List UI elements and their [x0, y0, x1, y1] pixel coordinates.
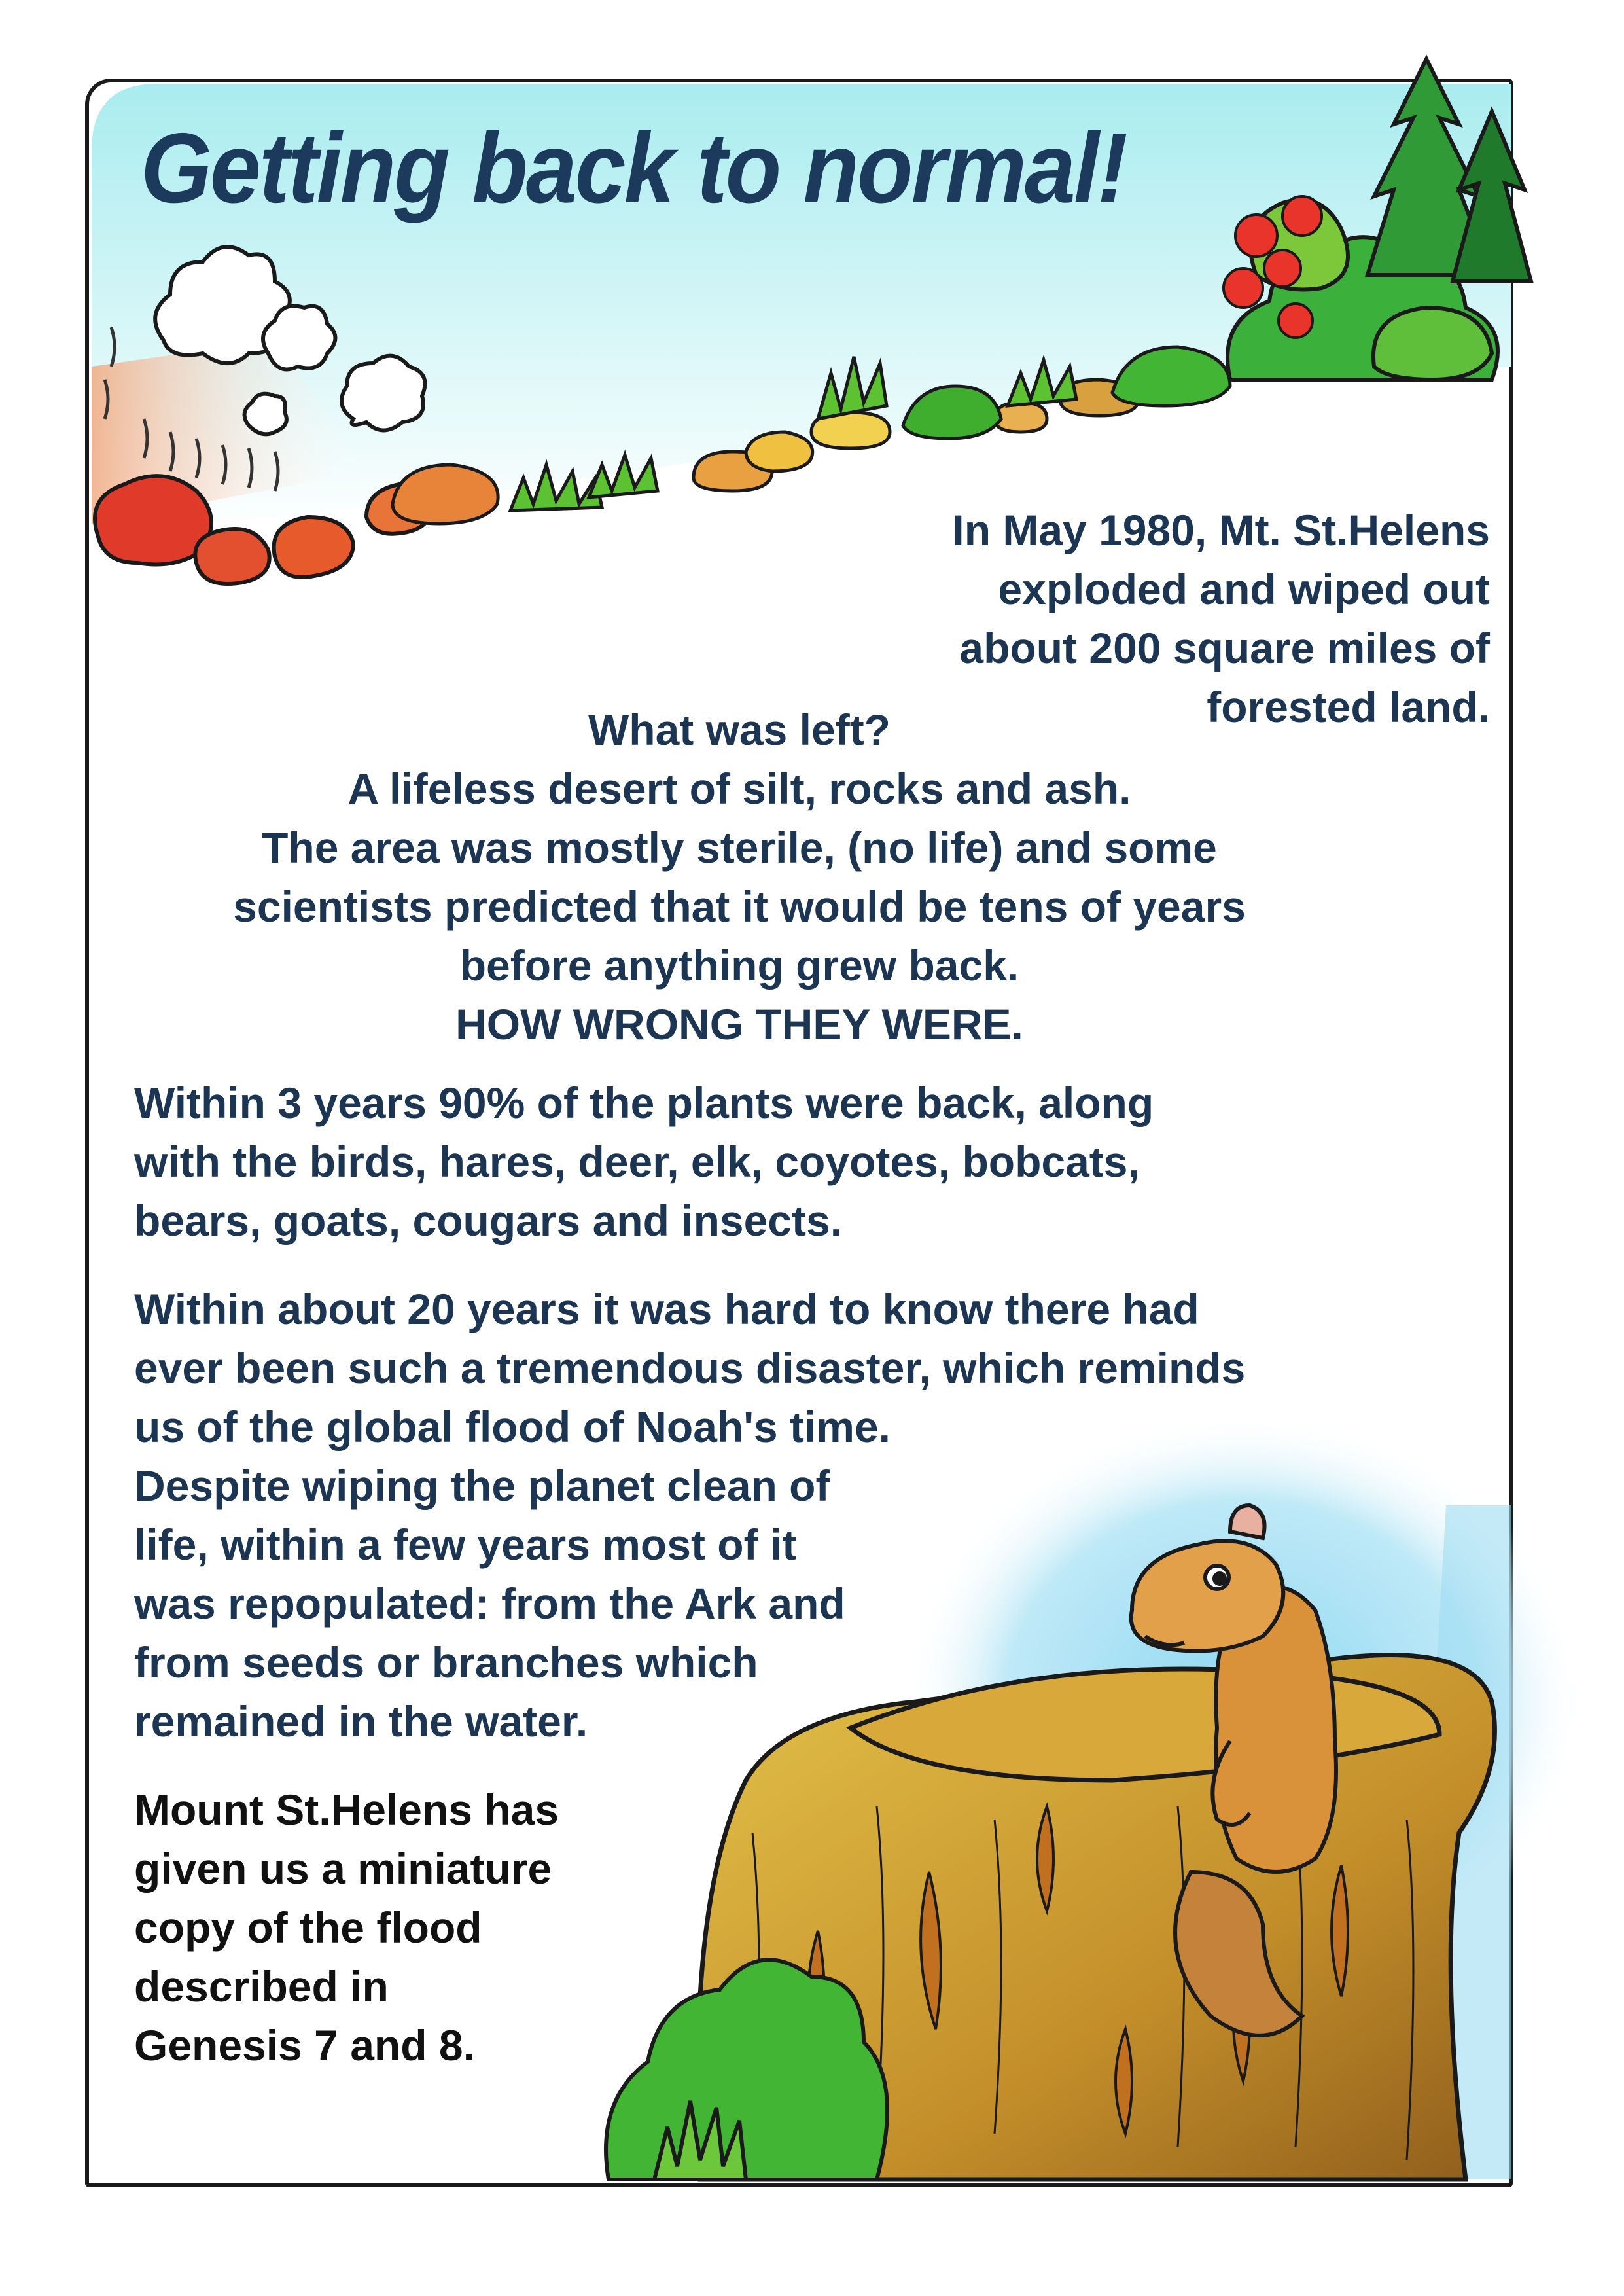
recovery-line: with the birds, hares, deer, elk, coyotes, bobcats, [134, 1138, 1140, 1186]
aftermath-line: scientists predicted that it would be tens of years [233, 882, 1246, 931]
aftermath-paragraph [128, 700, 1351, 1054]
aftermath-line: What was left? [588, 706, 891, 754]
recovery-paragraph [134, 1073, 1410, 1250]
repopulation-line: was repopulated: from the Ark and [134, 1579, 845, 1628]
repopulation-line: from seeds or branches which [134, 1638, 758, 1687]
intro-line: about 200 square miles of [959, 624, 1490, 672]
repopulation-paragraph [134, 1456, 1017, 1751]
conclusion-paragraph [134, 1780, 723, 2075]
conclusion-line: described in [134, 1962, 389, 2011]
conclusion-line: Mount St.Helens has [134, 1785, 559, 1834]
intro-line: In May 1980, Mt. St.Helens [952, 506, 1490, 554]
aftermath-line: The area was mostly sterile, (no life) and some [262, 823, 1217, 872]
flood-line: Within about 20 years it was hard to know there had [134, 1285, 1199, 1333]
conclusion-line: copy of the flood [134, 1903, 482, 1952]
recovery-line: bears, goats, cougars and insects. [134, 1196, 843, 1245]
repopulation-line: remained in the water. [134, 1697, 588, 1746]
aftermath-line: HOW WRONG THEY WERE. [455, 1000, 1023, 1049]
page-title: Getting back to normal! [141, 113, 1126, 224]
flood-line: us of the global flood of Noah's time. [134, 1403, 891, 1451]
repopulation-line: life, within a few years most of it [134, 1520, 797, 1569]
flood-line: ever been such a tremendous disaster, which reminds [134, 1344, 1246, 1392]
repopulation-line: Despite wiping the planet clean of [134, 1462, 830, 1510]
conclusion-line: given us a miniature [134, 1844, 552, 1893]
intro-line: forested land. [1207, 683, 1490, 731]
recovery-line: Within 3 years 90% of the plants were back, along [134, 1079, 1154, 1127]
flood-paragraph [134, 1280, 1495, 1456]
aftermath-line: before anything grew back. [459, 941, 1019, 990]
conclusion-line: Genesis 7 and 8. [134, 2021, 475, 2070]
intro-line: exploded and wiped out [998, 565, 1490, 613]
aftermath-line: A lifeless desert of silt, rocks and ash. [347, 764, 1131, 813]
